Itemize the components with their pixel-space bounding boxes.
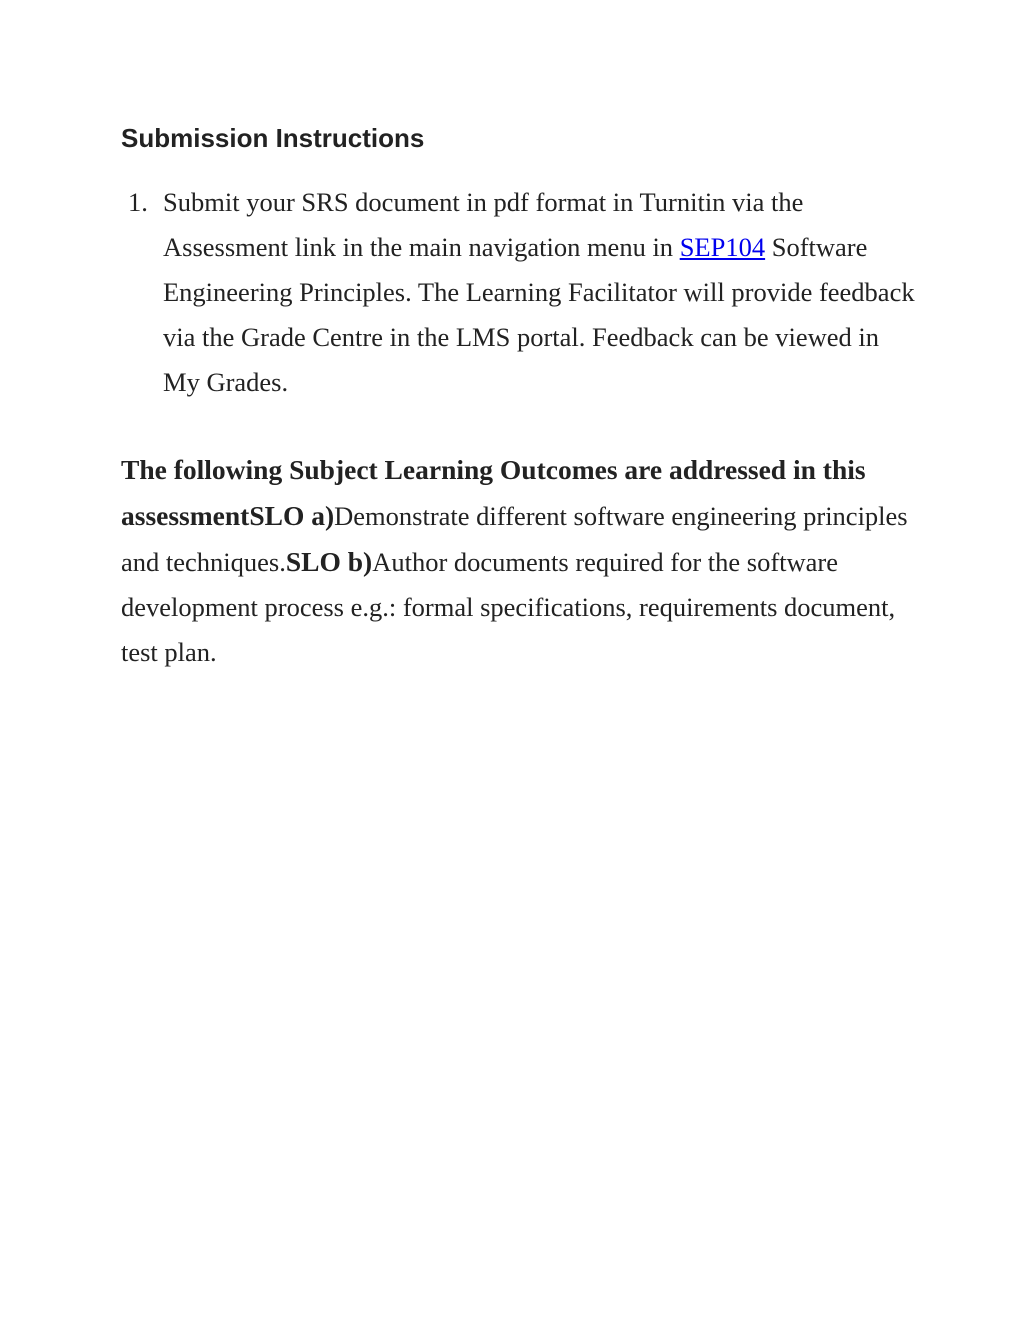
instruction-text-after-link: Software Engineering Principles. The Learning Facilitator will provide feedback via the Grade Centre in the LMS portal. Feedback can be viewed in My Grades.: [163, 232, 915, 397]
slo-b-text: Author documents required for the software development process e.g.: formal specifications, requirements document, test plan.: [121, 547, 896, 667]
course-code-link[interactable]: SEP104: [679, 232, 766, 262]
instruction-text: [163, 187, 915, 397]
section-heading: Submission Instructions: [121, 123, 425, 153]
instruction-text-before-link: Submit your SRS document in pdf format in Turnitin via the Assessment link in the main navigation menu in: [163, 187, 804, 262]
list-item: [128, 180, 918, 405]
learning-outcomes-paragraph: [121, 447, 911, 675]
slo-a-label: SLO a): [249, 500, 335, 531]
outcomes-intro: The following Subject Learning Outcomes are addressed in this assessment: [121, 454, 866, 531]
slo-b-label: SLO b): [285, 546, 373, 577]
instructions-list: [128, 180, 918, 405]
slo-a-text: Demonstrate different software engineering principles and techniques.: [121, 501, 908, 577]
list-item-number: 1.: [128, 187, 148, 217]
